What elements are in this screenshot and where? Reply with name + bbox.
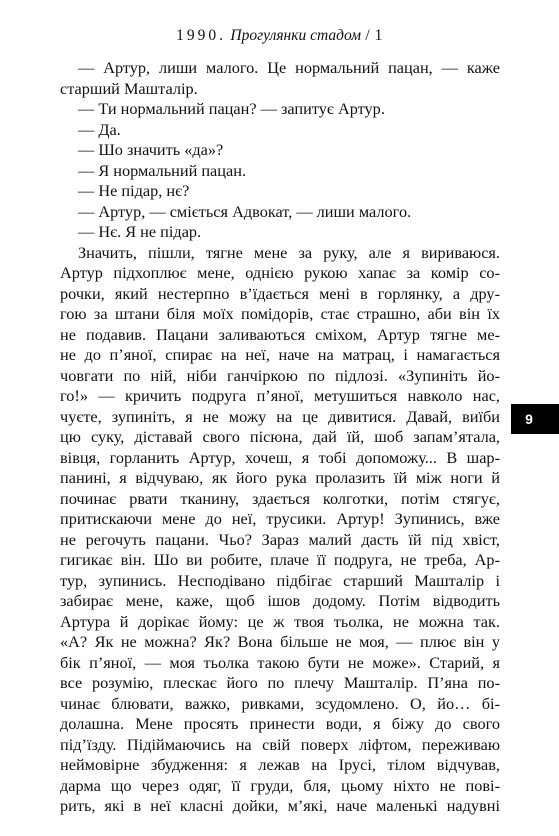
- header-part-number: 1: [374, 27, 383, 44]
- header-separator: /: [365, 27, 371, 44]
- text-line: Артура й дорікає йому: це ж твоя тьолка, не можна так.: [60, 611, 500, 631]
- text-line: — Нє. Я не підар.: [78, 222, 202, 241]
- text-line: все розумію, плескає його по плечу Машталір. П’яна по-: [60, 673, 500, 692]
- text-line: Артур підхоплює мене, однією рукою хапає за комір со-: [60, 263, 500, 282]
- page-number: 9: [525, 411, 533, 427]
- text-line: гигикає він. Шо ви робите, плаче її подруга, не треба, Ар-: [60, 550, 500, 569]
- text-line: — Да.: [78, 119, 121, 139]
- text-line: старший Машталір.: [60, 78, 198, 98]
- text-line: — Не підар, нє?: [78, 181, 190, 200]
- text-line: дарма що через одяг, її груди, бля, цьому ніхто не пові-: [60, 775, 500, 795]
- text-line: гою за штани біля моїх помідорів, стає страшно, аби він їх: [60, 304, 500, 323]
- text-line: рочки, який нестерпно в’їдається мені в горлянку, а дру-: [60, 283, 500, 303]
- text-line: неймовірне збудження: я лежав на Ірусі, тілом відчував,: [60, 755, 500, 774]
- text-line: рить, які в неї класні дойки, м’які, наче маленькі надувні: [60, 796, 500, 815]
- text-line: — Ти нормальний пацан? — запитує Артур.: [78, 99, 385, 118]
- text-line: цю суку, діставай свого пісюна, дай їй, шоб запам’ятала,: [60, 427, 500, 446]
- text-line: — Я нормальний пацан.: [78, 160, 247, 180]
- text-line: під’їзду. Підіймаючись на свій поверх ліфтом, переживаю: [60, 734, 500, 754]
- text-line: не подавив. Пацани заливаються сміхом, Артур тягне ме-: [60, 324, 500, 344]
- page-number-tab: [511, 404, 559, 434]
- text-line: вівця, горланить Артур, хочеш, я тобі допоможу... В шар-: [60, 447, 500, 467]
- text-line: човгати по ній, ніби ганчіркою по підлозі. «Зупиніть йо-: [60, 365, 500, 385]
- text-line: Значить, пішли, тягне мене за руку, але я вириваюся.: [78, 242, 500, 262]
- text-line: долашна. Мене просять принести води, я біжу до свого: [60, 714, 500, 733]
- text-line: забирає мене, каже, щоб ішов додому. Потім відводить: [60, 591, 500, 610]
- text-line: тур, зупинись. Несподівано підбігає старший Машталір і: [60, 570, 500, 590]
- text-line: «А? Як не можна? Як? Вона більше не моя, — плює він у: [60, 632, 500, 651]
- text-line: бік п’яної, — моя тьолка такою бути не може». Старий, я: [60, 652, 500, 672]
- header-year: 1990.: [176, 27, 227, 44]
- text-line: панині, я відчуваю, як його рука пролазить їй між ноги й: [60, 468, 500, 487]
- running-header: [60, 27, 499, 45]
- text-line: го!» — кричить подруга п’яної, метушиться навколо нас,: [60, 386, 500, 405]
- text-line: притискаючи мене до неї, трусики. Артур! Зупинись, вже: [60, 509, 500, 528]
- text-line: — Шо значить «да»?: [78, 140, 224, 159]
- body-text: [60, 58, 500, 817]
- text-line: не регочуть пацани. Чьо? Зараз малий дасть їй під хвіст,: [60, 529, 500, 549]
- text-line: не до п’яної, спирає на неї, наче на матрац, і намагається: [60, 345, 500, 364]
- header-chapter-title: Прогулянки стадом: [230, 27, 362, 44]
- text-line: починає рвати тканину, здається колготки, потім стягує,: [60, 488, 500, 508]
- text-line: — Артур, лиши малого. Це нормальний пацан, — каже: [78, 58, 500, 77]
- text-line: чинає блювати, важко, ривками, зсудомлено. О, йо… бі-: [60, 693, 500, 713]
- text-line: — Артур, — сміється Адвокат, — лиши малого.: [78, 201, 412, 221]
- text-line: чуєте, зупиніть, я не можу на це дивитися. Давай, виїби: [60, 406, 500, 426]
